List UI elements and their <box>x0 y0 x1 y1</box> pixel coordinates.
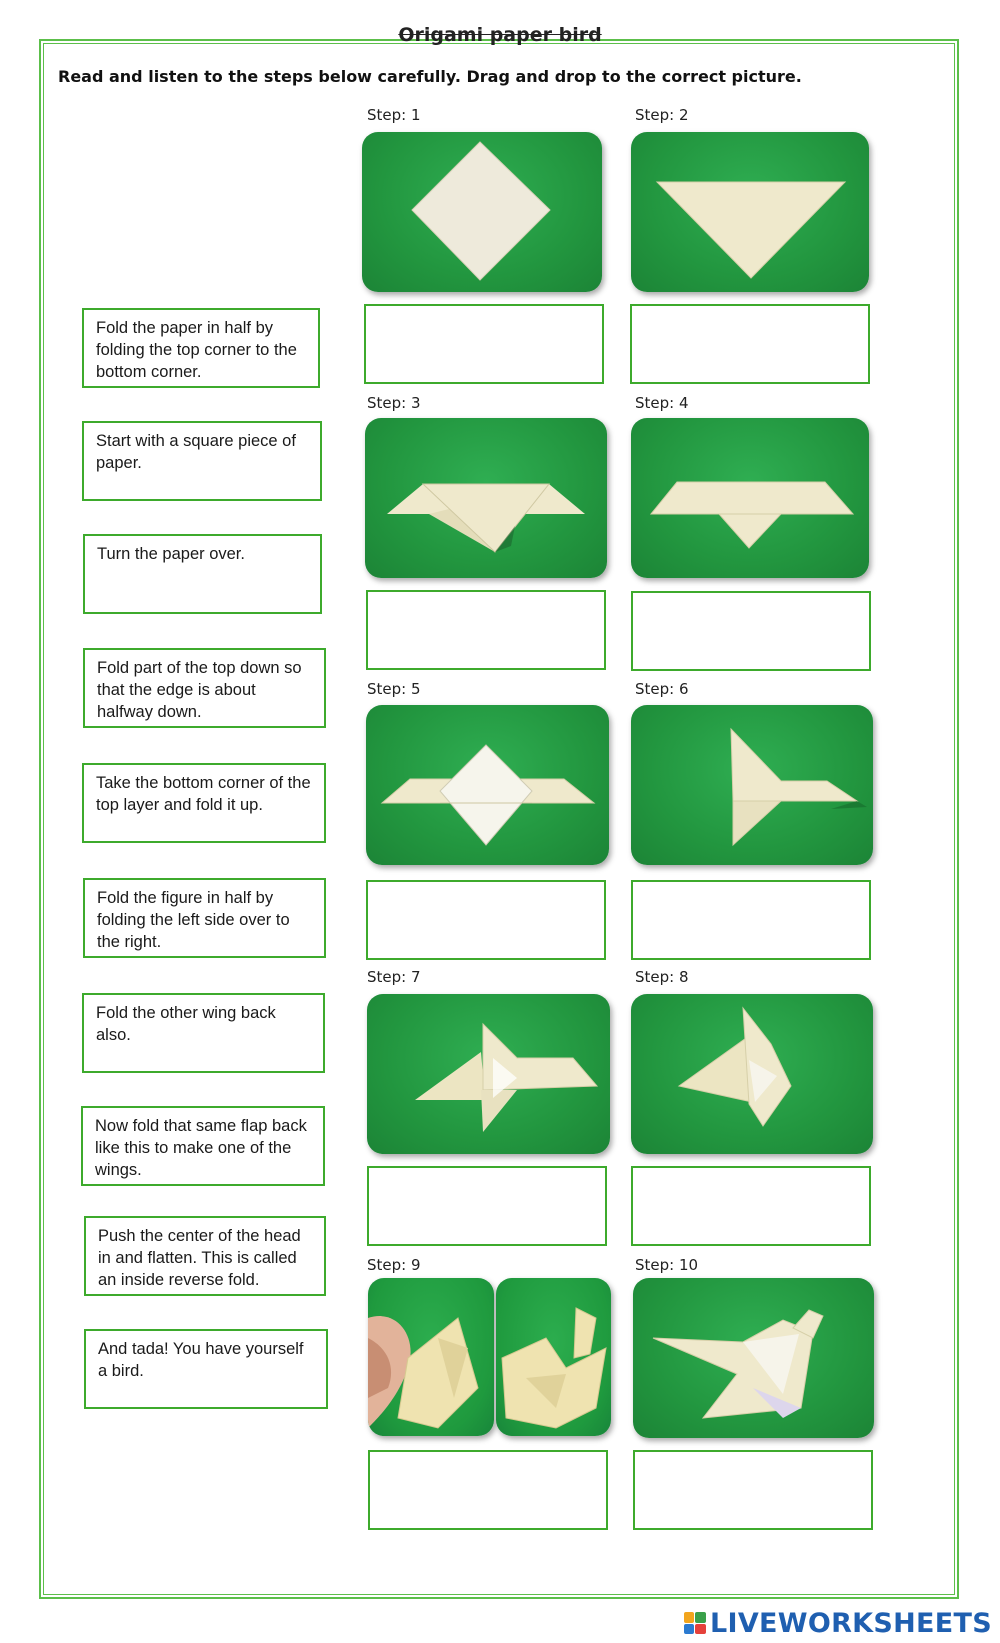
step-1-image <box>362 132 602 292</box>
turned-over-illustration <box>631 418 869 578</box>
clue-card[interactable]: Push the center of the head in and flatten. This is called an inside reverse fold. <box>84 1216 326 1296</box>
folded-in-half-illustration <box>631 705 873 865</box>
drop-zone-step-3[interactable] <box>366 590 606 670</box>
step-9-image-a <box>368 1278 494 1436</box>
drop-zone-step-1[interactable] <box>364 304 604 384</box>
brand-name: LIVEWORKSHEETS <box>709 1607 992 1639</box>
step-label: Step: 8 <box>635 968 689 986</box>
step-7-image <box>367 994 610 1154</box>
step-8-image <box>631 994 873 1154</box>
step-6-image <box>631 705 873 865</box>
drop-zone-step-9[interactable] <box>368 1450 608 1530</box>
drop-zone-step-10[interactable] <box>633 1450 873 1530</box>
folded-triangle-illustration <box>631 132 869 292</box>
step-label: Step: 3 <box>367 394 421 412</box>
top-folded-down-illustration <box>365 418 607 578</box>
clue-card[interactable]: Take the bottom corner of the top layer and fold it up. <box>82 763 326 843</box>
step-label: Step: 2 <box>635 106 689 124</box>
drop-zone-step-8[interactable] <box>631 1166 871 1246</box>
step-4-image <box>631 418 869 578</box>
clue-card[interactable]: Fold part of the top down so that the edge is about halfway down. <box>83 648 326 728</box>
step-9-image-b <box>496 1278 611 1436</box>
step-10-image <box>633 1278 874 1438</box>
step-2-image <box>631 132 869 292</box>
liveworksheets-logo-icon <box>684 1612 706 1634</box>
corner-folded-up-illustration <box>366 705 609 865</box>
wing-flap-folded-illustration <box>367 994 610 1154</box>
step-5-image <box>366 705 609 865</box>
page-title: Origami paper bird <box>398 24 602 46</box>
step-label: Step: 1 <box>367 106 421 124</box>
clue-card[interactable]: Fold the paper in half by folding the top corner to the bottom corner. <box>82 308 320 388</box>
clue-card[interactable]: Turn the paper over. <box>83 534 322 614</box>
drop-zone-step-2[interactable] <box>630 304 870 384</box>
drop-zone-step-5[interactable] <box>366 880 606 960</box>
step-label: Step: 5 <box>367 680 421 698</box>
step-label: Step: 9 <box>367 1256 421 1274</box>
liveworksheets-brand <box>684 1608 992 1638</box>
step-label: Step: 7 <box>367 968 421 986</box>
drop-zone-step-6[interactable] <box>631 880 871 960</box>
clue-card[interactable]: Fold the other wing back also. <box>82 993 325 1073</box>
drop-zone-step-4[interactable] <box>631 591 871 671</box>
instructions-text: Read and listen to the steps below carefully. Drag and drop to the correct picture. <box>58 67 802 86</box>
hand-folding-illustration <box>368 1278 494 1436</box>
clue-card[interactable]: And tada! You have yourself a bird. <box>84 1329 328 1409</box>
step-3-image <box>365 418 607 578</box>
clue-card[interactable]: Now fold that same flap back like this to make one of the wings. <box>81 1106 325 1186</box>
clue-card[interactable]: Fold the figure in half by folding the left side over to the right. <box>83 878 326 958</box>
step-label: Step: 4 <box>635 394 689 412</box>
drop-zone-step-7[interactable] <box>367 1166 607 1246</box>
other-wing-folded-illustration <box>631 994 873 1154</box>
step-label: Step: 6 <box>635 680 689 698</box>
square-paper-diamond-illustration <box>362 132 602 292</box>
step-label: Step: 10 <box>635 1256 699 1274</box>
finished-bird-illustration <box>633 1278 874 1438</box>
reverse-fold-head-illustration <box>496 1278 611 1436</box>
clue-card[interactable]: Start with a square piece of paper. <box>82 421 322 501</box>
